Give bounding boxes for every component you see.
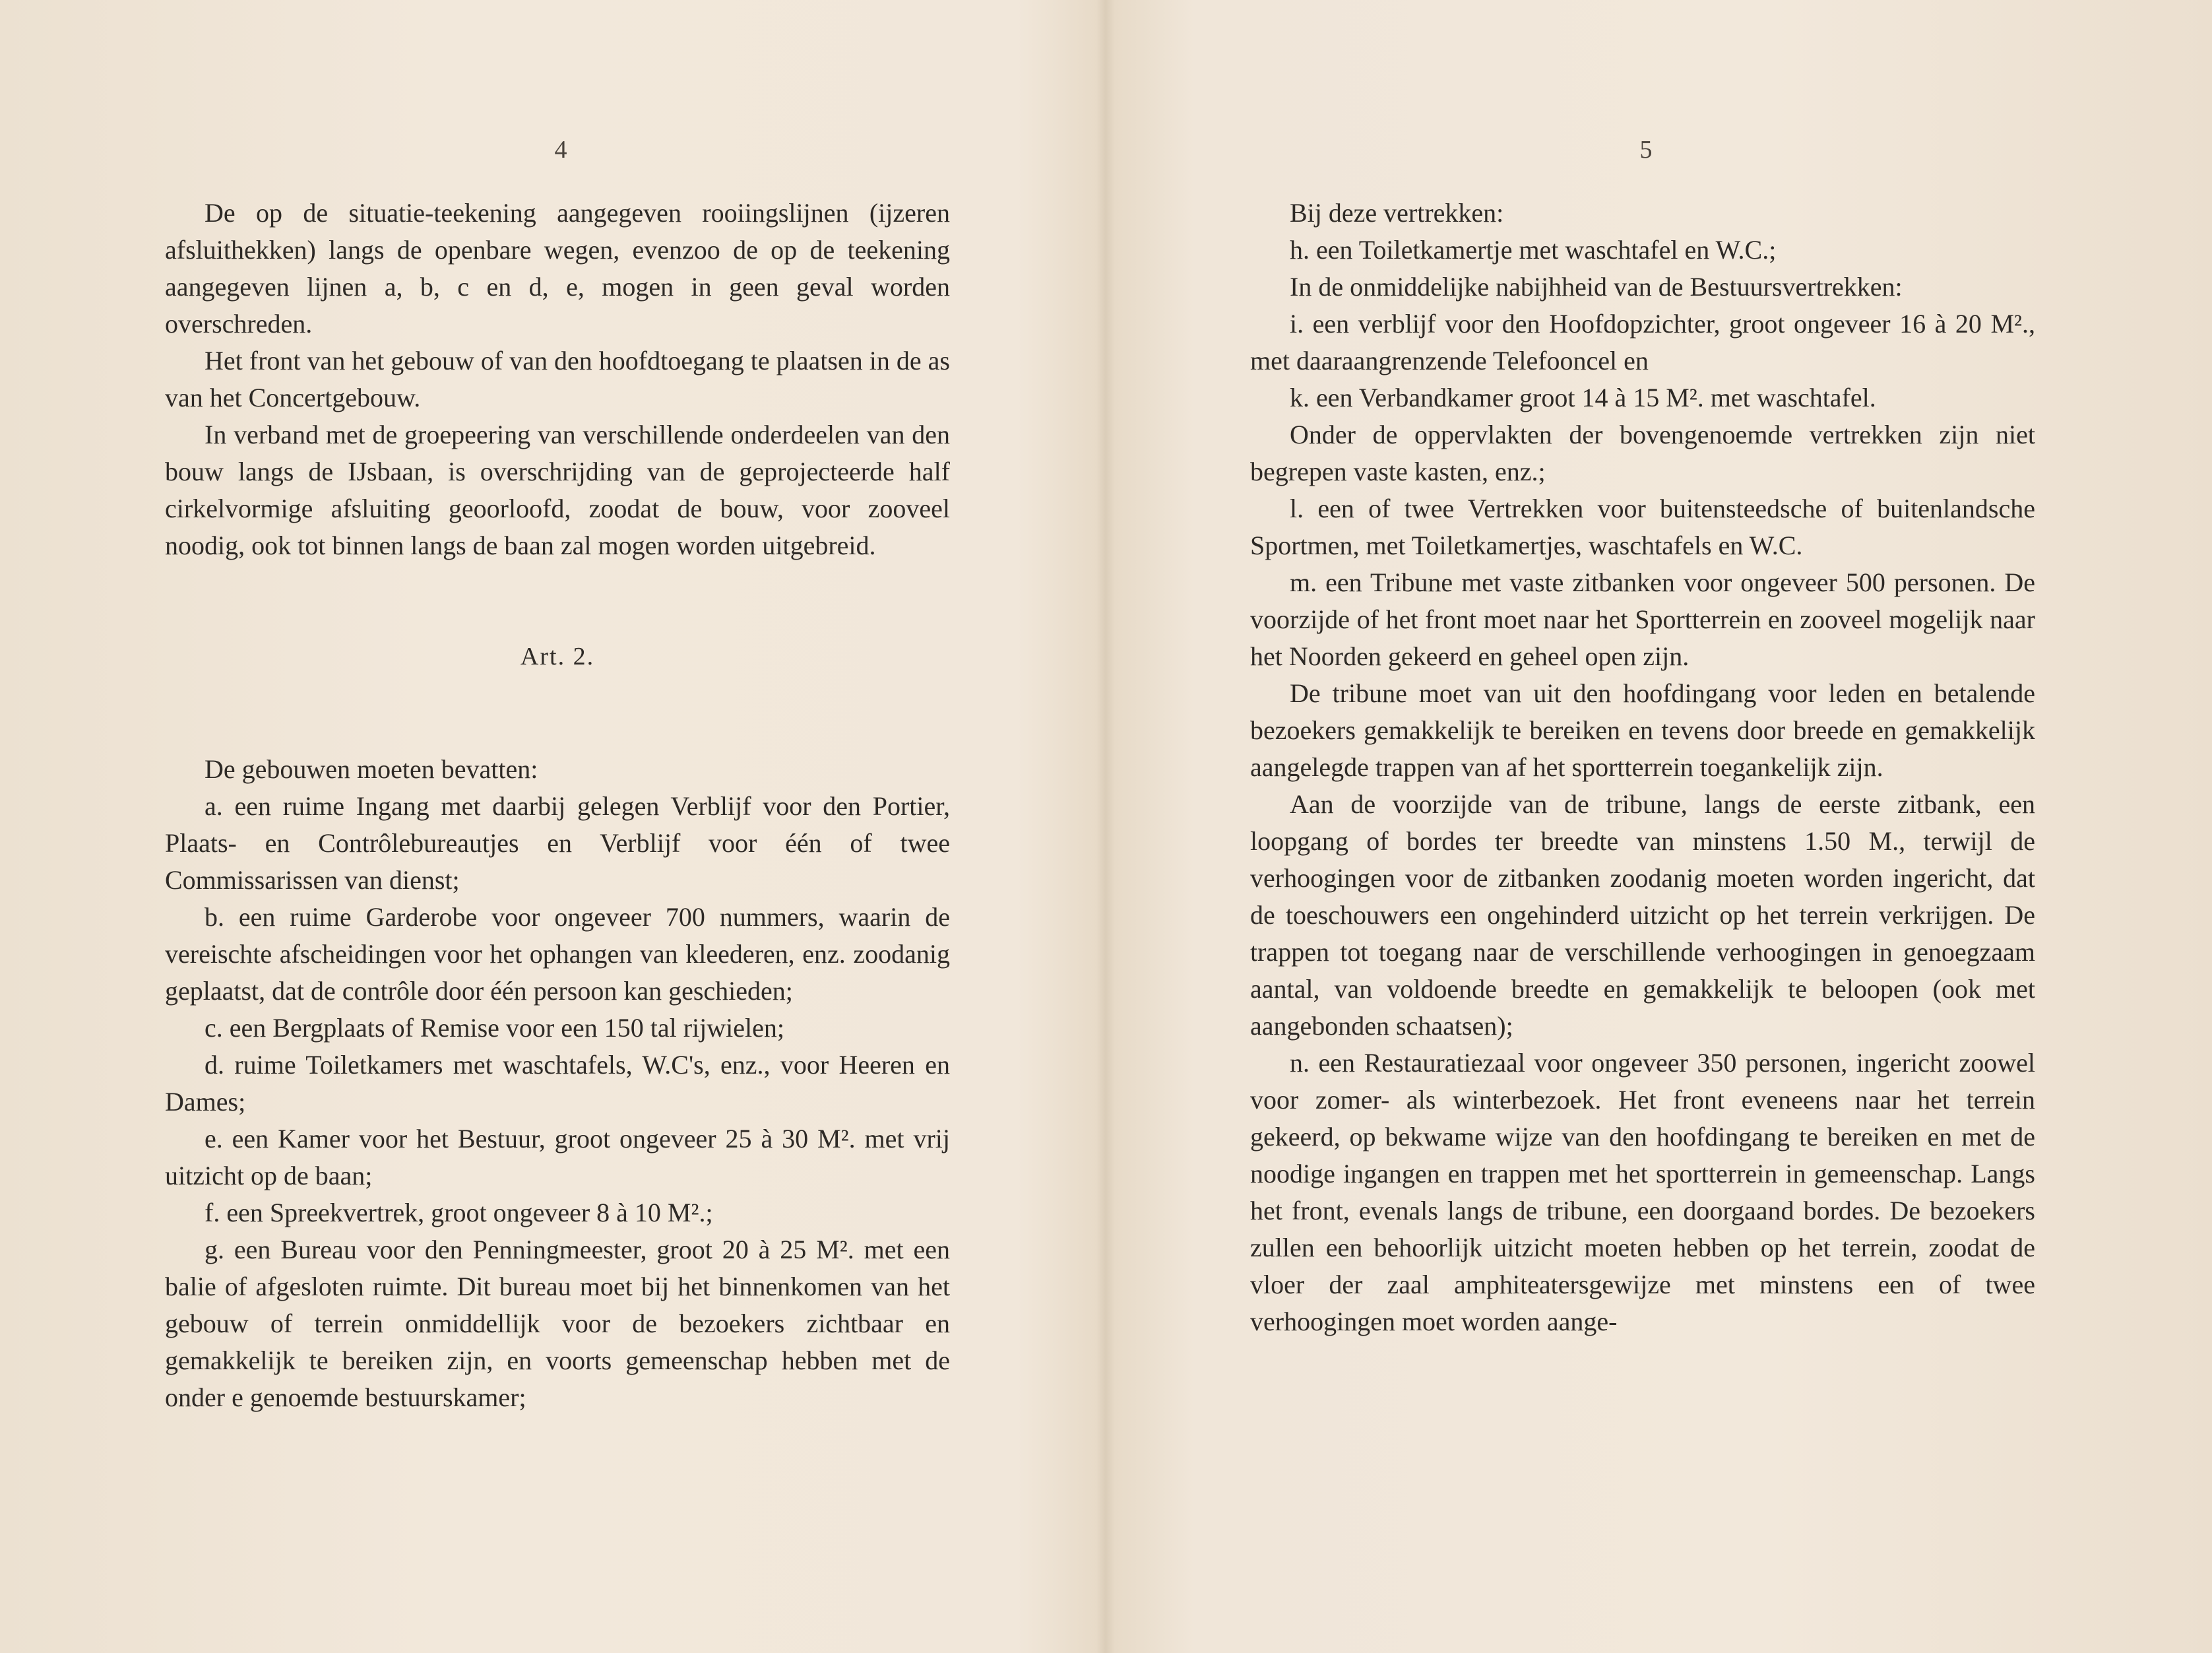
list-item: i. een verblijf voor den Hoofdopzichter, groot ongeveer 16 à 20 M²., met daaraangrenzende Telefooncel en [1250,309,2035,375]
list-item: a. een ruime Ingang met daarbij gelegen Verblijf voor den Portier, Plaats- en Contrôlebureautjes en Verblijf voor één of twee Commissarissen van dienst; [165,791,950,895]
page-number-left: 4 [554,136,567,164]
list-item: e. een Kamer voor het Bestuur, groot ongeveer 25 à 30 M². met vrij uitzicht op de baan; [165,1124,950,1190]
paragraph: De op de situatie-teekening aangegeven rooiingslijnen (ijzeren afsluithekken) langs de openbare wegen, evenzoo de op de teekening aangegeven lijnen a, b, c en d, e, mogen in geen geval worden overschreden. [165,198,950,339]
list-item: b. een ruime Garderobe voor ongeveer 700 nummers, waarin de vereischte afscheidingen voor het ophangen van kleederen, enz. zoodanig geplaatst, dat de contrôle door één persoon kan geschieden; [165,902,950,1006]
list-item: f. een Spreekvertrek, groot ongeveer 8 à 10 M².; [205,1198,713,1227]
paragraph: Onder de oppervlakten der bovengenoemde vertrekken zijn niet begrepen vaste kasten, enz.; [1250,420,2035,486]
paragraph: Bij deze vertrekken: [1290,198,1504,228]
list-item: l. een of twee Vertrekken voor buitensteedsche of buitenlandsche Sportmen, met Toiletkamertjes, waschtafels en W.C. [1250,494,2035,560]
list-item: n. een Restauratiezaal voor ongeveer 350 personen, ingericht zoowel voor zomer- als winterbezoek. Het front eveneens naar het terrein gekeerd, op bekwame wijze van den hoofdingang te bereiken en met de noodige ingangen en trappen met het sportterrein in gemeenschap. Langs het front, evenals langs de tribune, een doorgaand bordes. De bezoekers zullen een behoorlijk uitzicht moeten hebben op het terrein, zoodat de vloer der zaal amphiteatersgewijze met minstens een of twee verhoogingen moet worden aange- [1250,1048,2035,1336]
left-page-text [165,195,950,1416]
list-item: c. een Bergplaats of Remise voor een 150 tal rijwielen; [205,1013,784,1043]
page-number-right: 5 [1639,136,1653,164]
article-heading: Art. 2. [520,643,595,670]
paragraph: Het front van het gebouw of van den hoofdtoegang te plaatsen in de as van het Concertgebouw. [165,346,950,412]
paragraph: De gebouwen moeten bevatten: [205,754,538,784]
list-item: h. een Toiletkamertje met waschtafel en W.C.; [1290,235,1777,265]
list-item: d. ruime Toiletkamers met waschtafels, W.C's, enz., voor Heeren en Dames; [165,1050,950,1117]
page-gutter [1096,0,1115,1653]
paragraph: In de onmiddelijke nabijhheid van de Bestuursvertrekken: [1290,272,1903,302]
list-item: k. een Verbandkamer groot 14 à 15 M². met waschtafel. [1290,383,1876,412]
right-page-text [1250,195,2035,1340]
paragraph: De tribune moet van uit den hoofdingang voor leden en betalende bezoekers gemakkelijk te bereiken en tevens door breede en gemakkelijk aangelegde trappen van af het sportterrein toegankelijk zijn. [1250,678,2035,782]
paragraph: Aan de voorzijde van de tribune, langs de eerste zitbank, een loopgang of bordes ter breedte van minstens 1.50 M., terwijl de verhoogingen voor de zitbanken zoodanig moeten worden ingericht, dat de toeschouwers een ongehinderd uitzicht op het terrein verkrijgen. De trappen tot toegang naar de verschillende verhoogingen in genoegzaam aantal, van voldoende breedte en gemakkelijk te beloopen (ook met aangebonden schaatsen); [1250,789,2035,1041]
paragraph: In verband met de groepeering van verschillende onderdeelen van den bouw langs de IJsbaan, is overschrijding van de geprojecteerde half cirkelvormige afsluiting geoorloofd, zoodat de bouw, voor zooveel noodig, ook tot binnen langs de baan zal mogen worden uitgebreid. [165,420,950,560]
list-item: g. een Bureau voor den Penningmeester, groot 20 à 25 M². met een balie of afgesloten ruimte. Dit bureau moet bij het binnenkomen van het gebouw of terrein onmiddellijk voor de bezoekers zichtbaar en gemakkelijk te bereiken zijn, en voorts gemeenschap hebben met de onder e genoemde bestuurskamer; [165,1235,950,1412]
list-item: m. een Tribune met vaste zitbanken voor ongeveer 500 personen. De voorzijde of het front moet naar het Sportterrein en zooveel mogelijk naar het Noorden gekeerd en geheel open zijn. [1250,567,2035,671]
